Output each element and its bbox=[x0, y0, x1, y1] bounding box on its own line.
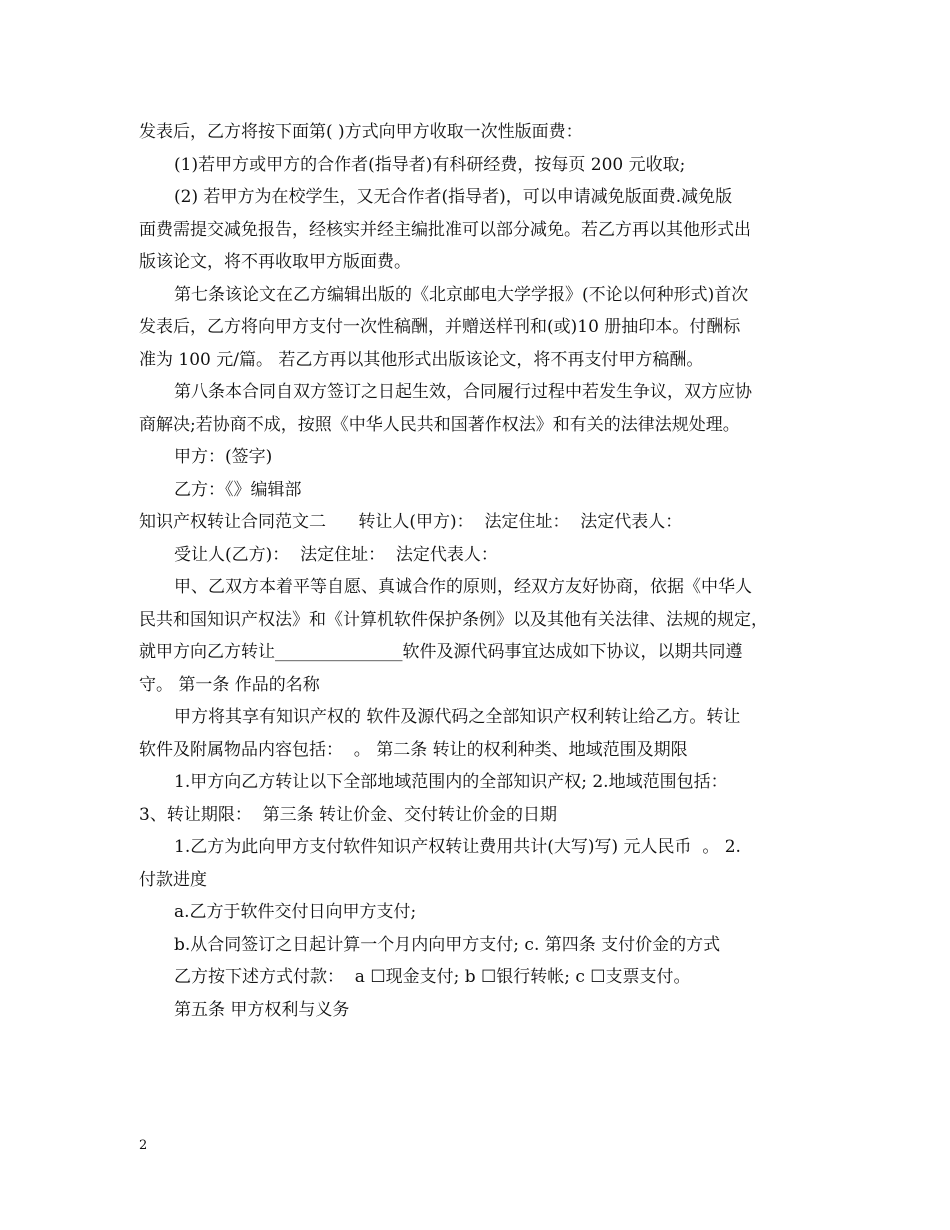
payment-options-line: 乙方按下述方式付款： a ☐现金支付; b ☐银行转帐; c ☐支票支付。 bbox=[174, 967, 691, 987]
text-line: 1.乙方为此向甲方支付软件知识产权转让费用共计(大写)写) 元人民币 。 2. bbox=[174, 837, 741, 857]
text-line: 准为 100 元/篇。 若乙方再以其他形式出版该论文，将不再支付甲方稿酬。 bbox=[139, 349, 704, 370]
text-line: 1.甲方向乙方转让以下全部地域范围内的全部知识产权; 2.地域范围包括： bbox=[174, 772, 728, 792]
text-line: 商解决;若协商不成，按照《中华人民共和国著作权法》和有关的法律法规处理。 bbox=[139, 414, 740, 435]
text-line: 甲、乙双方本着平等自愿、真诚合作的原则，经双方友好协商，依据《中华人 bbox=[174, 577, 752, 597]
text-line: 软件及附属物品内容包括： 。 第二条 转让的权利种类、地域范围及期限 bbox=[139, 739, 688, 760]
text-line: 守。 第一条 作品的名称 bbox=[139, 674, 320, 695]
text-line: 面费需提交减免报告，经核实并经主编批准可以部分减免。若乙方再以其他形式出 bbox=[139, 219, 751, 240]
text-line: 版该论文，将不再收取甲方版面费。 bbox=[139, 252, 411, 272]
text-line: (1)若甲方或甲方的合作者(指导者)有科研经费，按每页 200 元收取; bbox=[174, 154, 686, 175]
text-line: 3、转让期限： 第三条 转让价金、交付转让价金的日期 bbox=[139, 804, 558, 825]
page-number: 2 bbox=[139, 1138, 148, 1153]
text-line: (2) 若甲方为在校学生，又无合作者(指导者)，可以申请减免版面费.减免版 bbox=[174, 187, 733, 207]
text-line: 就甲方向乙方转让_______________软件及源代码事宜达成如下协议，以期共同遵 bbox=[139, 642, 743, 662]
document-body bbox=[139, 116, 819, 1026]
text-line: a.乙方于软件交付日向甲方支付; bbox=[174, 902, 417, 922]
text-line: 受让人(乙方)： 法定住址： 法定代表人： bbox=[174, 544, 498, 565]
signature-line-party-a: 甲方：(签字) bbox=[174, 447, 273, 467]
text-line: 第五条 甲方权利与义务 bbox=[174, 999, 350, 1020]
section-heading: 知识产权转让合同范文二 转让人(甲方)： 法定住址： 法定代表人： bbox=[139, 512, 683, 532]
signature-line-party-b: 乙方：《》编辑部 bbox=[174, 479, 302, 500]
text-line: 发表后，乙方将向甲方支付一次性稿酬，并赠送样刊和(或)10 册抽印本。付酬标 bbox=[139, 317, 741, 337]
text-line: 发表后，乙方将按下面第( )方式向甲方收取一次性版面费： bbox=[139, 122, 583, 142]
text-line: b.从合同签订之日起计算一个月内向甲方支付; c. 第四条 支付价金的方式 bbox=[174, 934, 721, 955]
text-line: 第七条该论文在乙方编辑出版的《北京邮电大学学报》(不论以何种形式)首次 bbox=[174, 284, 749, 305]
text-line: 第八条本合同自双方签订之日起生效，合同履行过程中若发生争议，双方应协 bbox=[174, 382, 752, 402]
text-line: 甲方将其享有知识产权的 软件及源代码之全部知识产权利转让给乙方。转让 bbox=[174, 707, 741, 727]
text-line: 付款进度 bbox=[139, 869, 207, 890]
text-line: 民共和国知识产权法》和《计算机软件保护条例》以及其他有关法律、法规的规定， bbox=[139, 609, 768, 630]
